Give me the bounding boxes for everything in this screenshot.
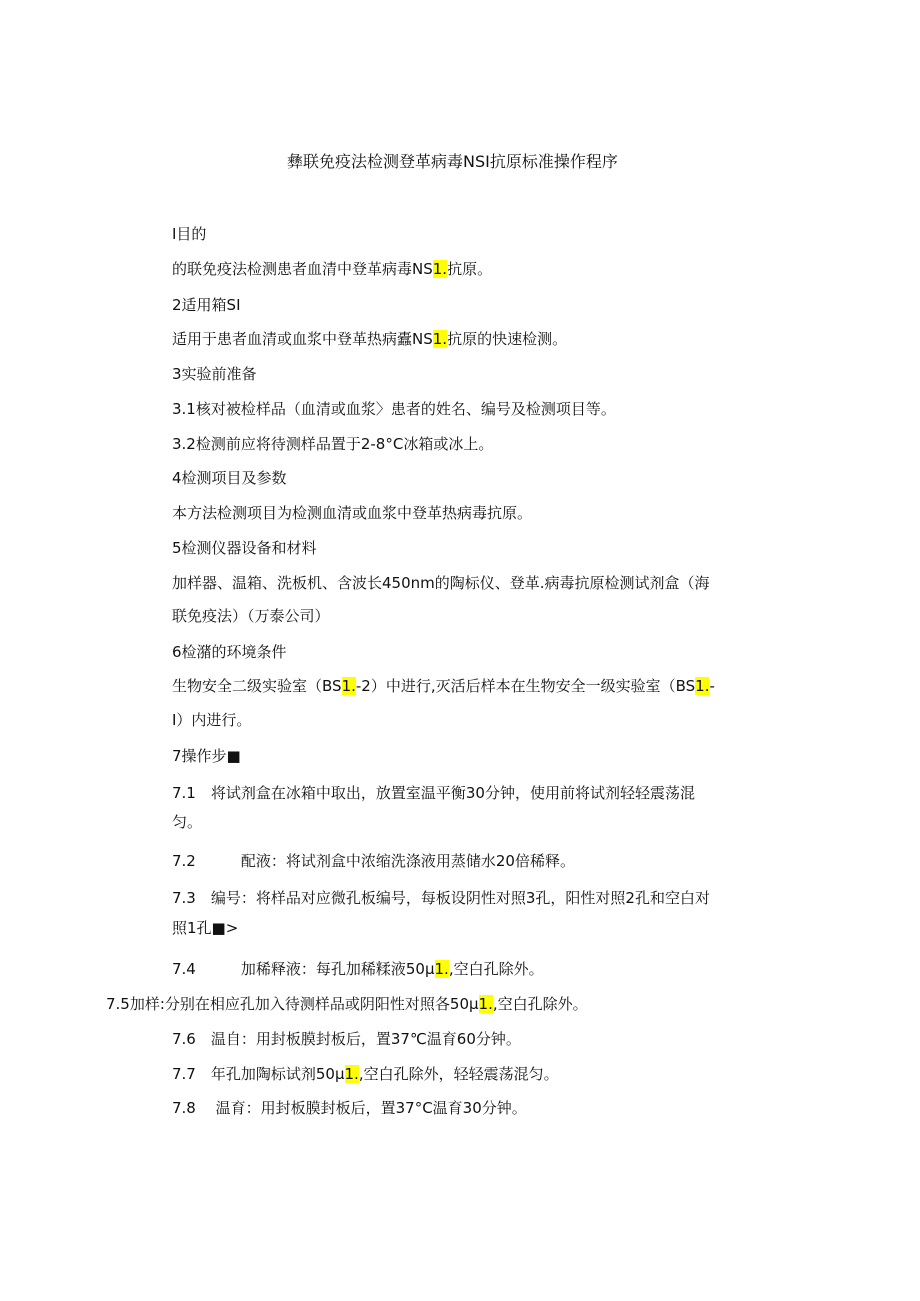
section-heading: 5检测仪器设备和材料	[172, 539, 317, 557]
paragraph: I）内进行。	[172, 711, 252, 729]
step-item: 7.5加样:分别在相应孔加入待测样品或阴阳性对照各50μ1.,空白孔除外。	[106, 995, 588, 1013]
section-heading: 6检潴的环境条件	[172, 643, 287, 661]
section-heading: 4检测项目及参数	[172, 469, 287, 487]
document-title: 彝联免疫法检测登革病毒NSI抗原标准操作程序	[287, 152, 618, 171]
paragraph: 本方法检测项目为检测血清或血浆中登革热病毒抗原。	[172, 504, 533, 522]
step-item: 7.8 温育：用封板膜封板后，置37°C温育30分钟。	[172, 1099, 527, 1117]
step-item: 照1孔■>	[172, 919, 239, 937]
highlight-mark: 1.	[434, 960, 449, 978]
highlight-mark: 1.	[432, 330, 448, 348]
step-item: 7.6 温自：用封板膜封板后，置37℃温育60分钟。	[172, 1030, 521, 1048]
paragraph: 3.2检测前应将待测样品置于2-8°C冰箱或冰上。	[172, 435, 494, 453]
step-item: 7.3 编号：将样品对应微孔板编号，每板设阴性对照3孔，阳性对照2孔和空白对	[172, 889, 710, 907]
highlight-mark: 1.	[344, 1065, 359, 1083]
step-item: 7.7 年孔加陶标试剂50μ1.,空白孔除外，轻轻震荡混匀。	[172, 1065, 559, 1083]
section-heading: 7操作步■	[172, 747, 241, 765]
step-item: 7.1 将试剂盒在冰箱中取出，放置室温平衡30分钟，使用前将试剂轻轻震荡混	[172, 784, 695, 802]
step-item: 7.4 加稀释液：每孔加稀糅液50μ1.,空白孔除外。	[172, 960, 544, 978]
section-heading: 2适用箱SI	[172, 296, 241, 314]
highlight-mark: 1.	[341, 677, 356, 695]
paragraph: 联免疫法）（万泰公司）	[172, 607, 330, 625]
paragraph: 的联免疫法检测患者血清中登革病毒NS1.抗原。	[172, 260, 493, 278]
paragraph: 适用于患者血清或血浆中登革热病蠹NS1.抗原的快速检测。	[172, 330, 568, 348]
highlight-mark: 1.	[695, 677, 710, 695]
step-item: 匀。	[172, 813, 203, 831]
section-heading: I目的	[172, 225, 207, 243]
paragraph: 3.1核对被检样品（血清或血浆〉患者的姓名、编号及检测项目等。	[172, 400, 616, 418]
highlight-mark: 1.	[478, 995, 493, 1013]
highlight-mark: 1.	[432, 260, 448, 278]
step-item: 7.2 配液：将试剂盒中浓缩洗涤液用蒸储水20倍稀释。	[172, 852, 575, 870]
paragraph: 生物安全二级实验室（BS1.-2）中进行,灭活后样本在生物安全一级实验室（BS1.-	[172, 677, 715, 695]
section-heading: 3实验前准备	[172, 365, 257, 383]
paragraph: 加样器、温箱、洗板机、含波长450nm的陶标仪、登革.病毒抗原检测试剂盒（海	[172, 574, 710, 592]
